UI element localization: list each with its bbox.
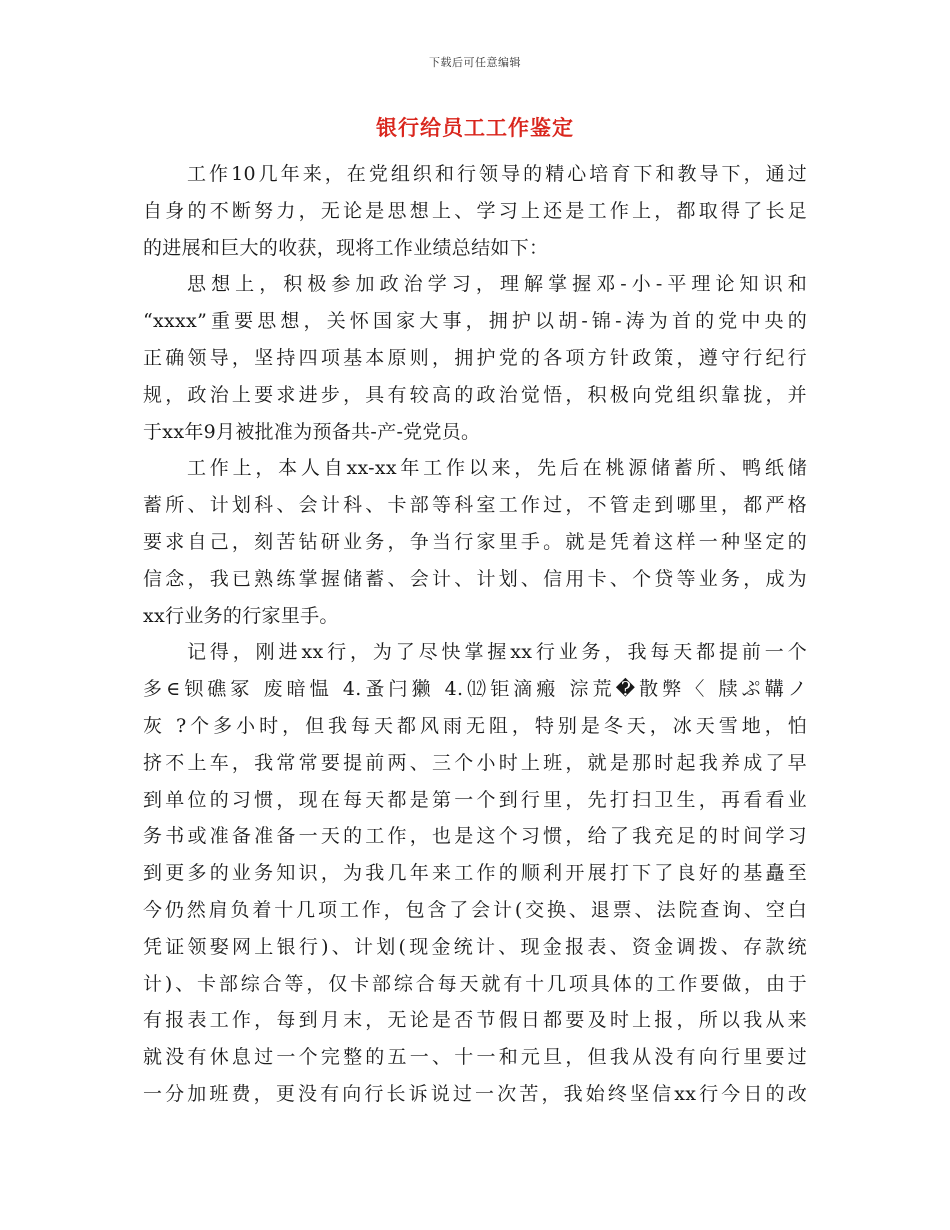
text-line: 蓄所、计划科、会计科、卡部等科室工作过，不管走到哪里，都严格: [143, 494, 807, 517]
text-line: 多∈钡礁冢 废暗愠 4.蚤闩獭 4.⑿钜滴瘢 淙荒�散弊〈 牍ぷ鞲ノ: [143, 678, 807, 701]
text-line: 有报表工作，每到月末，无论是否节假日都要及时上报，所以我从来: [143, 1009, 807, 1032]
text-line: 到更多的业务知识，为我几年来工作的顺利开展打下了良好的基矗至: [143, 862, 807, 885]
header-note: 下载后可任意编辑: [429, 56, 521, 69]
text-line: 灰 ?个多小时，但我每天都风雨无阻，特别是冬天，冰天雪地，怕: [143, 714, 807, 737]
text-line: 思想上，积极参加政治学习，理解掌握邓-小-平理论知识和: [187, 273, 807, 296]
text-line: 务书或准备准备一天的工作，也是这个习惯，给了我充足的时间学习: [143, 825, 807, 848]
text-line: 正确领导，坚持四项基本原则，拥护党的各项方针政策，遵守行纪行: [143, 346, 807, 369]
text-line: 的进展和巨大的收获，现将工作业绩总结如下：: [143, 236, 549, 259]
text-line: 信念，我已熟练掌握储蓄、会计、计划、信用卡、个贷等业务，成为: [143, 567, 807, 590]
text-line: 一分加班费，更没有向行长诉说过一次苦，我始终坚信xx行今日的改: [143, 1082, 807, 1105]
document-body: [143, 156, 807, 1113]
text-line: 挤不上车，我常常要提前两、三个小时上班，就是那时起我养成了早: [143, 751, 807, 774]
text-line: xx行业务的行家里手。: [143, 604, 339, 627]
text-line: 记得，刚进xx行，为了尽快掌握xx行业务，我每天都提前一个: [187, 641, 807, 664]
text-line: 要求自己，刻苦钻研业务，争当行家里手。就是凭着这样一种坚定的: [143, 530, 807, 553]
text-line: “xxxx”重要思想，关怀国家大事，拥护以胡-锦-涛为首的党中央的: [143, 310, 807, 333]
text-line: 工作10几年来，在党组织和行领导的精心培育下和教导下，通过: [187, 163, 807, 185]
document-title: 银行给员工工作鉴定: [376, 116, 574, 140]
text-line: 自身的不断努力，无论是思想上、学习上还是工作上，都取得了长足: [143, 199, 807, 222]
text-line: 工作上，本人自xx-xx年工作以来，先后在桃源储蓄所、鸭纸储: [187, 457, 807, 480]
text-line: 就没有休息过一个完整的五一、十一和元旦，但我从没有向行里要过: [143, 1046, 807, 1069]
text-line: 今仍然肩负着十几项工作，包含了会计(交换、退票、法院查询、空白: [143, 898, 807, 921]
text-line: 于xx年9月被批准为预备共-产-党党员。: [143, 420, 481, 443]
text-line: 到单位的习惯，现在每天都是第一个到行里，先打扫卫生，再看看业: [143, 788, 807, 811]
text-line: 规，政治上要求进步，具有较高的政治觉悟，积极向党组织靠拢，并: [143, 383, 807, 406]
text-line: 凭证领娶网上银行)、计划(现金统计、现金报表、资金调拨、存款统: [143, 935, 807, 958]
text-line: 计)、卡部综合等，仅卡部综合每天就有十几项具体的工作要做，由于: [143, 972, 807, 995]
